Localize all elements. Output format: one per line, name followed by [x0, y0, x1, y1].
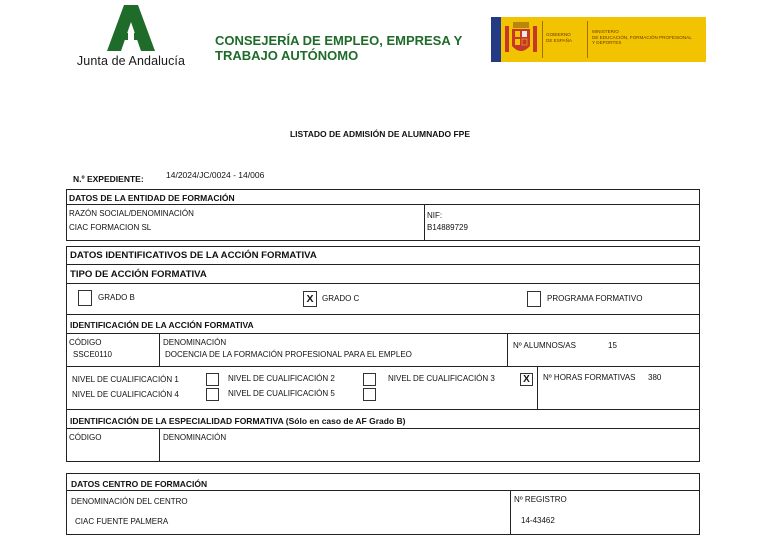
- alumnos-label: Nº ALUMNOS/AS: [513, 341, 576, 350]
- grado-b-checkbox[interactable]: [78, 290, 92, 306]
- alumnos-value: 15: [608, 341, 617, 350]
- niveles-bottom-line: [66, 409, 700, 410]
- tipo-header: TIPO DE ACCIÓN FORMATIVA: [70, 269, 207, 280]
- esp-codigo-label: CÓDIGO: [69, 433, 102, 442]
- tipo-bottom-line: [66, 314, 700, 315]
- document-title: LISTADO DE ADMISIÓN DE ALUMNADO FPE: [289, 129, 471, 139]
- consejeria-title: CONSEJERÍA DE EMPLEO, EMPRESA Y TRABAJO AUTÓNOMO: [215, 33, 463, 63]
- junta-logo-text: Junta de Andalucía: [76, 54, 186, 68]
- gobierno-espana-logo: [491, 17, 706, 62]
- registro-label: Nº REGISTRO: [514, 495, 567, 504]
- horas-divider: [537, 367, 538, 409]
- nivel-4-checkbox[interactable]: [206, 388, 219, 401]
- grado-b-label: GRADO B: [98, 293, 135, 302]
- programa-formativo-label: PROGRAMA FORMATIVO: [547, 294, 643, 303]
- esp-denominacion-label: DENOMINACIÓN: [163, 433, 227, 442]
- alumnos-divider: [507, 334, 508, 366]
- nif-divider: [424, 205, 425, 240]
- nivel-2-checkbox[interactable]: [363, 373, 376, 386]
- ministerio-text: MINISTERIO DE EDUCACIÓN, FORMACIÓN PROFESIONAL Y DEPORTES: [592, 29, 692, 46]
- gobierno-text: GOBIERNO DE ESPAÑA: [546, 32, 572, 43]
- codigo-value: SSCE0110: [73, 350, 112, 359]
- ministerio-divider: [587, 21, 588, 58]
- accion-header-line: [66, 264, 700, 265]
- nivel-3-label: NIVEL DE CUALIFICACIÓN 3: [388, 374, 495, 383]
- nivel-5-label: NIVEL DE CUALIFICACIÓN 5: [228, 389, 335, 398]
- entidad-header: DATOS DE LA ENTIDAD DE FORMACIÓN: [69, 193, 235, 203]
- eu-flag-strip: [491, 17, 501, 62]
- registro-divider: [510, 491, 511, 534]
- centro-denominacion-value: CIAC FUENTE PALMERA: [75, 517, 169, 526]
- grado-c-checkbox[interactable]: X: [303, 291, 317, 307]
- identificacion-header: IDENTIFICACIÓN DE LA ACCIÓN FORMATIVA: [70, 320, 254, 330]
- tipo-header-line: [66, 283, 700, 284]
- horas-value: 380: [648, 373, 662, 382]
- expediente-value: 14/2024/JC/0024 - 14/006: [166, 170, 265, 180]
- nivel-1-label: NIVEL DE CUALIFICACIÓN 1: [72, 375, 179, 384]
- programa-formativo-checkbox[interactable]: [527, 291, 541, 307]
- especialidad-header: IDENTIFICACIÓN DE LA ESPECIALIDAD FORMATIVA (Sólo en caso de AF Grado B): [70, 416, 406, 426]
- nif-value: B14889729: [427, 223, 468, 232]
- expediente-label: N.º EXPEDIENTE:: [73, 174, 144, 184]
- registro-value: 14-43462: [521, 516, 555, 525]
- gob-divider: [542, 21, 543, 58]
- nivel-4-label: NIVEL DE CUALIFICACIÓN 4: [72, 390, 179, 399]
- denominacion-value: DOCENCIA DE LA FORMACIÓN PROFESIONAL PARA EL EMPLEO: [165, 350, 412, 359]
- codigo-row-line: [66, 366, 700, 367]
- junta-a-emblem-icon: [107, 5, 155, 51]
- nivel-5-checkbox[interactable]: [363, 388, 376, 401]
- esp-codigo-divider: [159, 429, 160, 461]
- centro-denominacion-label: DENOMINACIÓN DEL CENTRO: [71, 497, 188, 506]
- nivel-1-checkbox[interactable]: [206, 373, 219, 386]
- nivel-2-label: NIVEL DE CUALIFICACIÓN 2: [228, 374, 335, 383]
- coat-of-arms-icon: [503, 20, 539, 59]
- horas-label: Nº HORAS FORMATIVAS: [543, 373, 636, 382]
- junta-andalucia-logo: [68, 0, 194, 72]
- especialidad-header-line: [66, 428, 700, 429]
- centro-header-line: [66, 490, 700, 491]
- nif-label: NIF:: [427, 211, 443, 220]
- denominacion-label: DENOMINACIÓN: [163, 338, 227, 347]
- identificacion-header-line: [66, 333, 700, 334]
- grado-c-label: GRADO C: [322, 294, 360, 303]
- nivel-3-checkbox[interactable]: X: [520, 373, 533, 386]
- entidad-header-line: [66, 204, 700, 205]
- codigo-divider: [159, 334, 160, 366]
- razon-social-label: RAZÓN SOCIAL/DENOMINACIÓN: [69, 209, 194, 218]
- razon-social-value: CIAC FORMACION SL: [69, 223, 152, 232]
- accion-header: DATOS IDENTIFICATIVOS DE LA ACCIÓN FORMATIVA: [70, 250, 317, 261]
- codigo-label: CÓDIGO: [69, 338, 102, 347]
- centro-header: DATOS CENTRO DE FORMACIÓN: [71, 479, 208, 489]
